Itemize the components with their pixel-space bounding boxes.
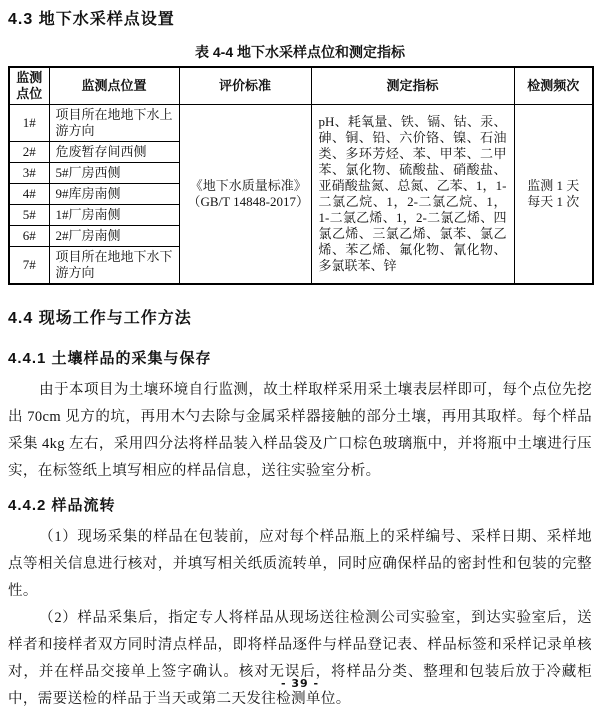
monitoring-point-location: 9#库房南侧 [49,184,179,205]
col-header-standard: 评价标准 [179,67,311,105]
table-header-row [9,67,593,105]
monitoring-point-location: 2#厂房南侧 [49,226,179,247]
frequency-line-1: 监测 1 天 [527,178,580,193]
monitoring-point-location: 危废暂存间西侧 [49,142,179,163]
col-header-location: 监测点位置 [49,67,179,105]
monitoring-point-id: 7# [9,247,49,285]
paragraph-sample-transfer-1: （1）现场采集的样品在包装前，应对每个样品瓶上的采样编号、采样日期、采样地点等相关信息进行核对，并填写相关纸质流转单，同时应确保样品的密封性和包装的完整性。 [8,529,592,599]
measured-indicators-cell: pH、耗氧量、铁、镉、钴、汞、砷、铜、铅、六价铬、镍、石油类、多环芳烃、苯、甲苯、二甲苯、氯化物、硫酸盐、硝酸盐、亚硝酸盐氮、总氮、乙苯、1，1-二氯乙烷、1，2-二氯乙烷、1，1-二氯乙烯、1，2-二氯乙烯、四氯乙烯、三氯乙烯、氯苯、氯乙烯、苯乙烯、氟化物、氰化物、多氯联苯、锌 [311,105,514,285]
monitoring-point-id: 1# [9,105,49,142]
paragraph-soil-sampling: 由于本项目为土壤环境自行监测，故土样取样采用采土壤表层样即可，每个点位先挖出 70cm 见方的坑，再用木勺去除与金属采样器接触的部分土壤，再用其取样。每个样品采集 4kg 左右，采用四分法将样品装入样品袋及广口棕色玻璃瓶中，并将瓶中土壤进行压实，在标签纸上填写相应的样品信息，送往实验室分析。 [8,382,592,479]
col-header-frequency: 检测频次 [514,67,593,105]
monitoring-point-id: 2# [9,142,49,163]
monitoring-point-location: 项目所在地地下水下游方向 [49,247,179,285]
monitoring-point-id: 3# [9,163,49,184]
evaluation-standard-cell: 《地下水质量标准》（GB/T 14848-2017） [179,105,311,285]
monitoring-point-location: 项目所在地地下水上游方向 [49,105,179,142]
monitoring-point-id: 6# [9,226,49,247]
section-heading-4-3: 4.3 地下水采样点设置 [8,11,175,28]
detection-frequency-cell [514,105,593,285]
frequency-line-2: 每天 1 次 [527,194,580,209]
subsection-heading-4-4-1: 4.4.1 土壤样品的采集与保存 [8,350,212,367]
monitoring-point-location: 5#厂房西侧 [49,163,179,184]
monitoring-point-location: 1#厂房南侧 [49,205,179,226]
monitoring-point-id: 4# [9,184,49,205]
page-number: - 39 - [280,677,320,690]
col-header-indicators: 测定指标 [311,67,514,105]
groundwater-sampling-table [8,66,594,285]
table-row [9,105,593,142]
monitoring-point-id: 5# [9,205,49,226]
section-heading-4-4: 4.4 现场工作与工作方法 [8,310,192,327]
paragraph-sample-transfer-2: （2）样品采集后，指定专人将样品从现场送往检测公司实验室，到达实验室后，送样者和接样者双方同时清点样品，即将样品逐件与样品登记表、样品标签和采样记录单核对，并在样品交接单上签字确认。核对无误后，将样品分类、整理和包装后放于冷藏柜中，需要送检的样品于当天或第二天发往检测单位。 [8,610,592,707]
table-caption: 表 4-4 地下水采样点位和测定指标 [194,44,405,60]
subsection-heading-4-4-2: 4.4.2 样品流转 [8,497,116,514]
col-header-point-id: 监测点位 [9,67,49,105]
